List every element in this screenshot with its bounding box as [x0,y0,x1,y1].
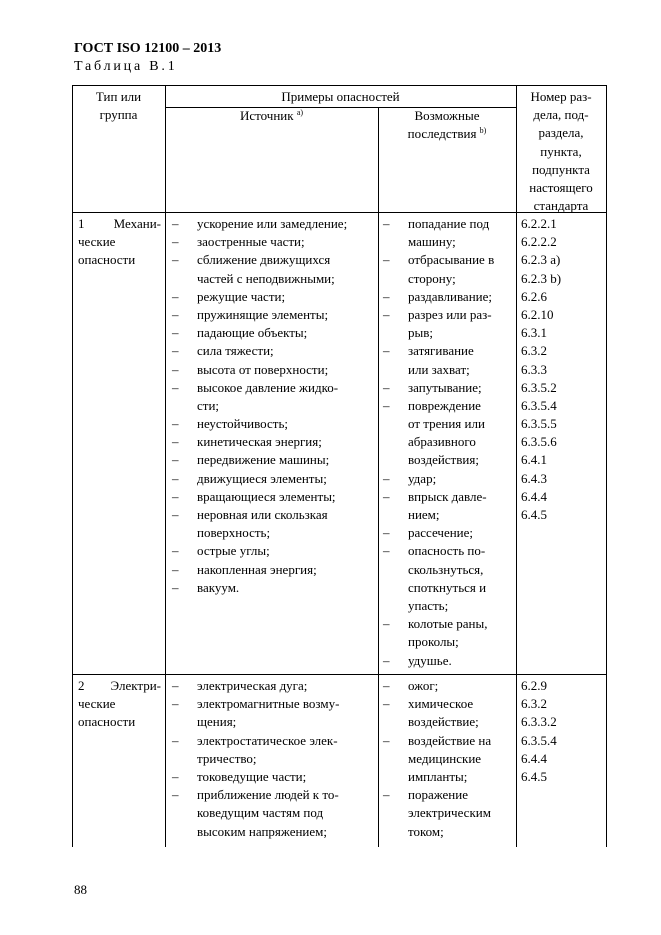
list-item-text: режущие части; [197,288,286,304]
list-item-text: рыв; [408,325,433,341]
dash-bullet: – [383,397,390,413]
section-number: 6.3.2 [521,343,547,359]
list-item-text: ожог; [408,678,439,693]
dash-bullet: – [172,768,179,784]
section-number: 6.2.2.2 [521,234,557,250]
hazards-table [72,85,607,847]
list-item-text: тричество; [197,750,257,766]
list-item-text: острые углы; [197,543,270,559]
list-item [172,786,376,841]
list-item [172,361,376,379]
list-item [172,288,376,306]
row2-group: 2 Электри- ческие опасности [78,678,161,730]
dash-bullet: – [383,616,390,632]
dash-bullet: – [383,306,390,322]
dash-bullet: – [172,579,179,595]
list-item-text: нием; [408,507,440,522]
list-item-text: высокое давление жидко- [197,379,339,395]
list-item-text: упасть; [408,597,449,613]
list-item-text: неустойчивость; [197,416,288,432]
section-number: 6.3.1 [521,325,547,341]
dash-bullet: – [172,216,179,231]
list-item-text: раздавливание; [408,288,492,304]
list-item [172,415,376,433]
table-caption: Таблица В.1 [74,59,178,74]
dash-bullet: – [383,216,390,231]
row1-sources [172,215,376,597]
dash-bullet: – [172,470,179,486]
dash-bullet: – [172,787,179,803]
list-item-text: отбрасывание в [408,252,495,268]
list-item-text: впрыск давле- [408,488,487,504]
section-number: 6.2.3 b) [521,270,562,286]
list-item [383,251,514,287]
header-consequences: Возможные последствия $^{b)}$ [407,108,487,142]
table-border-left [72,85,73,847]
dash-bullet: – [383,288,390,304]
section-number: 6.2.9 [521,678,547,693]
list-item-text: частей с неподвижными; [197,270,335,286]
list-item [172,768,376,786]
list-item [172,695,376,731]
list-item [172,433,376,451]
list-item [172,677,376,695]
section-number: 6.3.5.6 [521,434,557,450]
dash-bullet: – [383,252,390,268]
list-item-text: вращающиеся элементы; [197,488,336,504]
dash-bullet: – [383,525,390,541]
list-item [383,542,514,615]
list-item [383,379,514,397]
dash-bullet: – [172,452,179,468]
list-item [383,470,514,488]
section-number: 6.3.3 [521,361,547,377]
row2-consequences [383,677,514,841]
dash-bullet: – [172,343,179,359]
list-item-text: заостренные части; [197,234,305,250]
list-item-text: щения; [197,714,237,730]
list-item-text: поражение [408,787,468,803]
dash-bullet: – [172,325,179,341]
list-item-text: от трения или [408,416,485,432]
list-item [172,470,376,488]
dash-bullet: – [172,561,179,577]
section-number: 6.4.5 [521,768,547,784]
section-number: 6.2.2.1 [521,216,557,231]
list-item-text: сти; [197,397,220,413]
list-item-text: неровная или скользкая [197,507,328,522]
dash-bullet: – [383,652,390,668]
list-item [383,786,514,841]
dash-bullet: – [383,678,390,693]
list-item-text: сближение движущихся [197,252,331,268]
list-item [383,732,514,787]
list-item-text: сила тяжести; [197,343,274,359]
dash-bullet: – [383,488,390,504]
section-number: 6.3.2 [521,696,547,712]
dash-bullet: – [172,543,179,559]
list-item-text: воздействие; [408,714,479,730]
list-item-text: споткнуться и [408,579,487,595]
column-divider [165,85,166,847]
list-item-text: передвижение машины; [197,452,330,468]
list-item [383,524,514,542]
dash-bullet: – [172,732,179,748]
dash-bullet: – [383,787,390,803]
list-item [172,488,376,506]
list-item-text: воздействия; [408,452,479,468]
list-item-text: или захват; [408,361,470,377]
list-item-text: пружинящие элементы; [197,306,329,322]
list-item [383,288,514,306]
section-number: 6.3.3.2 [521,714,557,730]
list-item-text: воздействие на [408,732,492,748]
list-item-text: токоведущие части; [197,768,307,784]
list-item [383,397,514,470]
list-item [383,677,514,695]
dash-bullet: – [172,696,179,712]
table-border-top [72,85,607,86]
list-item-text: импланты; [408,768,468,784]
list-item [172,251,376,287]
section-number: 6.3.5.2 [521,379,557,395]
list-item-text: электрическая дуга; [197,678,308,693]
list-item-text: электромагнитные возму- [197,696,340,712]
list-item-text: повреждение [408,397,481,413]
row1-consequences [383,215,514,670]
dash-bullet: – [172,252,179,268]
header-hazard-examples: Примеры опасностей [281,89,400,104]
list-item [172,506,376,542]
list-item-text: абразивного [408,434,476,450]
list-item [172,215,376,233]
list-item [383,342,514,378]
list-item-text: ускорение или замедление; [197,216,348,231]
list-item-text: накопленная энергия; [197,561,317,577]
section-number: 6.4.1 [521,452,547,468]
dash-bullet: – [383,379,390,395]
list-item-text: током; [408,823,444,839]
list-item-text: опасность по- [408,543,486,559]
column-divider [378,107,379,847]
list-item-text: коведущим частям под [197,805,324,821]
dash-bullet: – [383,543,390,559]
list-item [383,306,514,342]
list-item [172,579,376,597]
section-number: 6.4.4 [521,488,547,504]
section-number: 6.3.5.4 [521,397,557,413]
dash-bullet: – [172,234,179,250]
dash-bullet: – [172,379,179,395]
dash-bullet: – [172,434,179,450]
dash-bullet: – [383,732,390,748]
list-item [172,324,376,342]
list-item-text: попадание под [408,216,490,231]
list-item-text: рассечение; [408,525,474,541]
list-item-text: кинетическая энергия; [197,434,322,450]
list-item-text: удушье. [408,652,452,668]
list-item-text: высоким напряжением; [197,823,327,839]
list-item-text: запутывание; [408,379,482,395]
section-number: 6.4.4 [521,750,547,766]
section-number: 6.2.3 a) [521,252,561,268]
list-item [383,488,514,524]
list-item-text: электрическим [408,805,491,821]
dash-bullet: – [172,416,179,432]
list-item-text: высота от поверхности; [197,361,329,377]
list-item [172,342,376,360]
list-item-text: сторону; [408,270,456,286]
footnote-marker: b) [479,126,487,136]
document-code: ГОСТ ISO 12100 – 2013 [74,41,222,56]
list-item-text: движущиеся элементы; [197,470,327,486]
footnote-marker: a) [296,108,304,117]
list-item-text: медицинские [408,750,482,766]
list-item-text: проколы; [408,634,459,650]
list-item-text: удар; [408,470,437,486]
dash-bullet: – [383,343,390,359]
list-item-text: падающие объекты; [197,325,308,341]
header-type-group: Тип или группа [95,89,142,123]
list-item [172,306,376,324]
header-source: Источник $^{a)}$ [239,108,304,123]
list-item-text: машину; [408,234,456,250]
list-item-text: затягивание [408,343,474,359]
section-number: 6.4.3 [521,470,547,486]
section-number: 6.3.5.4 [521,732,557,748]
list-item [172,379,376,415]
list-item-text: электростатическое элек- [197,732,338,748]
header-section-number: Номер раз- дела, под- раздела, пункта, подпункта настоящего стандарта [529,89,593,214]
table-border-right [606,85,607,847]
dash-bullet: – [172,306,179,322]
list-item-text: поверхность; [197,525,271,541]
dash-bullet: – [383,470,390,486]
row-divider [72,674,607,675]
section-number: 6.2.10 [521,306,554,322]
list-item [172,542,376,560]
dash-bullet: – [172,288,179,304]
section-number: 6.3.5.5 [521,416,557,432]
dash-bullet: – [172,678,179,693]
row2-sources [172,677,376,841]
list-item [383,215,514,251]
list-item-text: колотые раны, [408,616,488,632]
list-item-text: приближение людей к то- [197,787,339,803]
list-item-text: вакуум. [197,579,240,595]
section-number: 6.4.5 [521,507,547,522]
section-number: 6.2.6 [521,288,547,304]
row1-sections [521,215,605,524]
list-item [383,695,514,731]
page-number: 88 [74,882,87,897]
list-item-text: скользнуться, [408,561,484,577]
row2-sections [521,677,605,786]
list-item [383,652,514,670]
dash-bullet: – [172,507,179,522]
list-item [383,615,514,651]
dash-bullet: – [172,361,179,377]
list-item [172,233,376,251]
list-item-text: разрез или раз- [408,306,492,322]
list-item [172,732,376,768]
dash-bullet: – [383,696,390,712]
list-item [172,561,376,579]
list-item [172,451,376,469]
row1-group: 1 Механи- ческие опасности [78,216,161,268]
list-item-text: химическое [408,696,474,712]
dash-bullet: – [172,488,179,504]
